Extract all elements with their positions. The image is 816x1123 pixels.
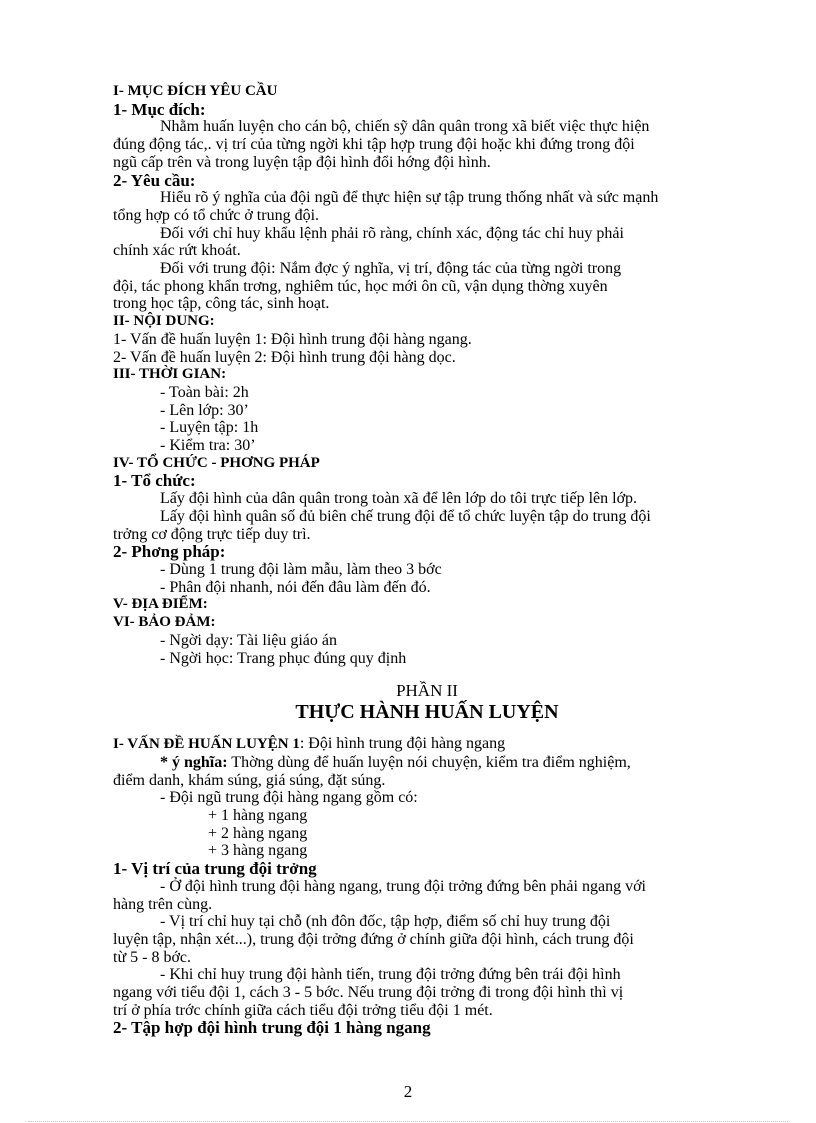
text-line: ngang với tiểu đội 1, cách 3 - 5 bớc. Nếu trung đội trởng đi trong đội hình thì vị — [113, 984, 624, 1002]
heading-line: 1- Mục đích: — [113, 99, 206, 119]
text-line: đội, tác phong khẩn trơng, nghiêm túc, học mới ôn cũ, vận dụng thờng xuyên — [113, 277, 608, 295]
text-line: - Ở đội hình trung đội hàng ngang, trung đội trởng đứng bên phải ngang với — [160, 877, 646, 895]
text-line: đúng động tác,. vị trí của từng ngời khi tập hợp trung đội hoặc khi đứng trong đội — [113, 136, 635, 154]
section-heading-rest: : Đội hình trung đội hàng ngang — [299, 735, 506, 753]
meaning-label: * ý nghĩa: — [160, 753, 228, 771]
heading-line: 2- Phơng pháp: — [113, 542, 226, 562]
part-one-body — [113, 83, 741, 667]
text-line: Lấy đội hình quân số đủ biên chế trung đội để tổ chức luyện tập do trung đội — [160, 507, 651, 525]
meaning-text: Thờng dùng để huấn luyện nói chuyện, kiểm tra điểm nghiệm, — [227, 753, 631, 771]
text-line: + 3 hàng ngang — [208, 842, 308, 860]
heading-line: 1- Vị trí của trung đội trởng — [113, 859, 317, 879]
heading-line: 2- Yêu cầu: — [113, 170, 196, 190]
heading-line: 2- Tập hợp đội hình trung đội 1 hàng ngang — [113, 1018, 431, 1038]
text-line: Hiểu rõ ý nghĩa của đội ngũ để thực hiện sự tập trung thống nhất và sức mạnh — [160, 189, 659, 207]
text-line: 1- Vấn đề huấn luyện 1: Đội hình trung đội hàng ngang. — [113, 330, 472, 348]
page-content — [113, 83, 741, 1037]
heading-line: VI- BẢO ĐẢM: — [113, 614, 216, 631]
page-number: 2 — [403, 1082, 413, 1101]
heading-line: V- ĐỊA ĐIỂM: — [113, 596, 208, 613]
text-line: chính xác rứt khoát. — [113, 242, 241, 260]
text-line: - Luyện tập: 1h — [160, 419, 259, 437]
text-line: Đối với chỉ huy khẩu lệnh phải rõ ràng, chính xác, động tác chỉ huy phải — [160, 224, 624, 242]
text-line: - Toàn bài: 2h — [160, 383, 249, 401]
text-line: Lấy đội hình của dân quân trong toàn xã để lên lớp do tôi trực tiếp lên lớp. — [160, 490, 638, 508]
heading-line: I- MỤC ĐÍCH YÊU CẦU — [113, 83, 278, 99]
text-line: - Dùng 1 trung đội làm mẫu, làm theo 3 bớc — [160, 560, 442, 578]
text-line: trong học tập, công tác, sinh hoạt. — [113, 295, 330, 313]
text-line: - Ngời học: Trang phục đúng quy định — [160, 649, 407, 667]
text-line: điểm danh, khám súng, giá súng, đặt súng. — [113, 771, 386, 789]
text-line: trởng cơ động trực tiếp duy trì. — [113, 525, 311, 543]
text-line: luyện tập, nhận xét...), trung đội trởng đứng ở chính giữa đội hình, cách trung đội — [113, 930, 634, 948]
page-bottom-border — [28, 1121, 788, 1122]
text-line: 2- Vấn đề huấn luyện 2: Đội hình trung đội hàng dọc. — [113, 348, 456, 366]
text-line: tổng hợp có tổ chức ở trung đội. — [113, 206, 320, 224]
section-body — [113, 772, 741, 1038]
text-line: - Khi chỉ huy trung đội hành tiến, trung đội trởng đứng bên trái đội hình — [160, 966, 621, 984]
text-line: - Lên lớp: 30’ — [160, 401, 249, 419]
text-line: Nhằm huấn luyện cho cán bộ, chiến sỹ dân quân trong xã biết việc thực hiện — [160, 118, 650, 136]
text-line: - Ngời dạy: Tài liệu giáo án — [160, 631, 338, 649]
heading-line: II- NỘI DUNG: — [113, 313, 215, 330]
part-title: THỰC HÀNH HUẤN LUYỆN — [295, 701, 559, 724]
text-line: trí ở phía trớc chính giữa cách tiểu đội trởng tiểu đội 1 mét. — [113, 1001, 493, 1019]
section-heading — [113, 735, 741, 754]
heading-line: III- THỜI GIAN: — [113, 366, 227, 383]
text-line: + 2 hàng ngang — [208, 824, 308, 842]
heading-line: 1- Tổ chức: — [113, 471, 196, 491]
text-line: - Phân đội nhanh, nói đến đâu làm đến đó. — [160, 578, 431, 596]
heading-line: IV- TỔ CHỨC - PHƠNG PHÁP — [113, 454, 320, 471]
text-line: - Vị trí chỉ huy tại chỗ (nh đôn đốc, tập hợp, điểm số chỉ huy trung đội — [160, 913, 611, 931]
text-line: ngũ cấp trên và trong luyện tập đội hình đổi hớng đội hình. — [113, 153, 491, 171]
part-label: PHẦN II — [396, 681, 458, 701]
text-line: từ 5 - 8 bớc. — [113, 948, 192, 966]
text-line: hàng trên cùng. — [113, 895, 213, 913]
text-line: - Kiểm tra: 30’ — [160, 437, 256, 455]
text-line: Đối với trung đội: Nắm đợc ý nghĩa, vị trí, động tác của từng ngời trong — [160, 260, 622, 278]
text-line: - Đội ngũ trung đội hàng ngang gồm có: — [160, 789, 418, 807]
text-line: + 1 hàng ngang — [208, 807, 308, 825]
section-heading-bold: I- VẤN ĐỀ HUẤN LUYỆN 1 — [113, 736, 300, 753]
meaning-paragraph — [113, 754, 741, 772]
